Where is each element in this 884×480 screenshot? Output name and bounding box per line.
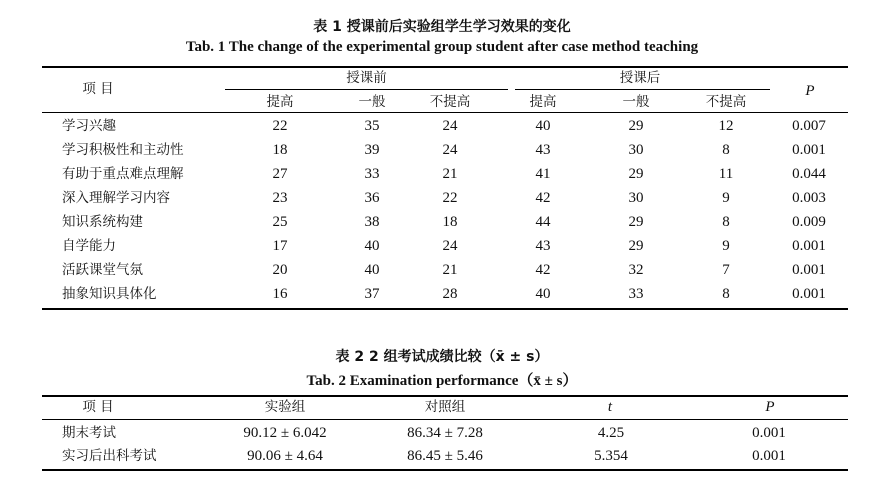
table-cell: 17 xyxy=(272,238,288,254)
table-cell: 0.001 xyxy=(752,448,786,464)
table-cell: 25 xyxy=(272,214,288,230)
table-cell: 21 xyxy=(442,166,458,182)
table2-header-control: 对照组 xyxy=(424,399,466,415)
table-cell: 27 xyxy=(272,166,288,182)
table1-caption-cn: 表 1 授课前后实验组学生学习效果的变化 xyxy=(313,19,571,35)
table-cell: 86.34 ± 7.28 xyxy=(407,425,483,441)
table-cell: 16 xyxy=(272,286,288,302)
table-cell: 42 xyxy=(535,190,551,206)
table1-header-p: P xyxy=(805,83,815,99)
table2-caption-cn: 表 2 2 组考试成绩比较（x̄ ± s） xyxy=(335,349,549,365)
table-cell: 0.001 xyxy=(752,425,786,441)
table-cell: 8 xyxy=(722,286,730,302)
table-row-label: 学习积极性和主动性 xyxy=(62,142,184,158)
table-cell: 39 xyxy=(364,142,380,158)
table-cell: 4.25 xyxy=(597,425,625,441)
table-cell: 11 xyxy=(718,166,734,182)
table-row-label: 抽象知识具体化 xyxy=(62,286,157,302)
table2-bottom-rule xyxy=(42,469,848,471)
table-cell: 35 xyxy=(364,118,380,134)
table1-caption-en: Tab. 1 The change of the experimental group student after case method teaching xyxy=(185,39,699,55)
table1-header-item: 项 目 xyxy=(82,81,114,97)
table-cell: 9 xyxy=(722,190,730,206)
table-cell: 8 xyxy=(722,142,730,158)
table-cell: 30 xyxy=(628,142,644,158)
table-cell: 37 xyxy=(364,286,380,302)
table1-top-rule xyxy=(42,66,848,68)
table2-header-t: t xyxy=(607,399,613,415)
table-cell: 30 xyxy=(628,190,644,206)
table-cell: 38 xyxy=(364,214,380,230)
table-cell: 29 xyxy=(628,238,644,254)
table1-sub-header: 不提高 xyxy=(705,94,747,110)
table1-sub-header: 一般 xyxy=(358,94,386,110)
table-cell: 22 xyxy=(272,118,288,134)
table1-after-span-rule xyxy=(515,89,770,90)
table-cell: 18 xyxy=(272,142,288,158)
table-cell: 24 xyxy=(442,118,458,134)
table-cell: 29 xyxy=(628,118,644,134)
table2-top-rule xyxy=(42,395,848,397)
table-cell: 18 xyxy=(442,214,458,230)
table-cell: 43 xyxy=(535,238,551,254)
table1-header-after: 授课后 xyxy=(619,70,661,86)
table1-sub-header: 一般 xyxy=(622,94,650,110)
table1-header-before: 授课前 xyxy=(346,70,387,86)
table-cell-p: 0.001 xyxy=(792,142,826,158)
table1-bottom-rule xyxy=(42,308,848,310)
table2-header-item: 项 目 xyxy=(82,399,114,415)
table-cell-p: 0.003 xyxy=(792,190,826,206)
table2-header-rule xyxy=(42,419,848,420)
table-cell: 90.06 ± 4.64 xyxy=(247,448,323,464)
table-cell-p: 0.001 xyxy=(792,262,826,278)
table-row-label: 实习后出科考试 xyxy=(62,448,157,464)
table-cell: 28 xyxy=(442,286,458,302)
table-cell: 86.45 ± 5.46 xyxy=(407,448,483,464)
table2-header-p: P xyxy=(765,399,775,415)
table-cell: 40 xyxy=(535,118,551,134)
table-cell: 44 xyxy=(535,214,551,230)
table2-caption-en: Tab. 2 Examination performance（x̄ ± s） xyxy=(306,373,578,389)
table-cell: 33 xyxy=(364,166,380,182)
table-cell: 36 xyxy=(364,190,380,206)
table-row-label: 有助于重点难点理解 xyxy=(62,166,184,182)
table1-sub-header: 提高 xyxy=(266,94,294,110)
table-cell: 41 xyxy=(535,166,551,182)
table-cell: 40 xyxy=(364,238,380,254)
table-cell-p: 0.009 xyxy=(792,214,826,230)
table-cell: 21 xyxy=(442,262,458,278)
table-cell-p: 0.001 xyxy=(792,238,826,254)
table-cell: 42 xyxy=(535,262,551,278)
table1-sub-header: 提高 xyxy=(529,94,557,110)
table-row-label: 知识系统构建 xyxy=(62,214,143,230)
table-cell: 8 xyxy=(722,214,730,230)
table-row-label: 深入理解学习内容 xyxy=(62,190,170,206)
table-cell: 23 xyxy=(272,190,288,206)
table-cell: 9 xyxy=(722,238,730,254)
table-row-label: 活跃课堂气氛 xyxy=(62,262,143,278)
table-cell-p: 0.044 xyxy=(792,166,826,182)
table-cell: 33 xyxy=(628,286,644,302)
table-cell-p: 0.007 xyxy=(792,118,826,134)
table-cell: 29 xyxy=(628,214,644,230)
table-row-label: 学习兴趣 xyxy=(62,118,116,134)
table-cell-p: 0.001 xyxy=(792,286,826,302)
table-cell: 7 xyxy=(722,262,730,278)
table-cell: 29 xyxy=(628,166,644,182)
table-cell: 12 xyxy=(718,118,734,134)
table-cell: 43 xyxy=(535,142,551,158)
table1-header-rule xyxy=(42,112,848,113)
table-cell: 20 xyxy=(272,262,288,278)
table-cell: 24 xyxy=(442,238,458,254)
table-cell: 32 xyxy=(628,262,644,278)
table-cell: 5.354 xyxy=(594,448,628,464)
table-cell: 22 xyxy=(442,190,458,206)
table1-before-span-rule xyxy=(225,89,508,90)
table-cell: 40 xyxy=(364,262,380,278)
table-cell: 90.12 ± 6.042 xyxy=(243,425,327,441)
table-row-label: 自学能力 xyxy=(62,238,116,254)
table-row-label: 期末考试 xyxy=(62,425,116,441)
table-cell: 40 xyxy=(535,286,551,302)
table1-sub-header: 不提高 xyxy=(429,94,471,110)
table2-header-experimental: 实验组 xyxy=(264,399,306,415)
table-cell: 24 xyxy=(442,142,458,158)
